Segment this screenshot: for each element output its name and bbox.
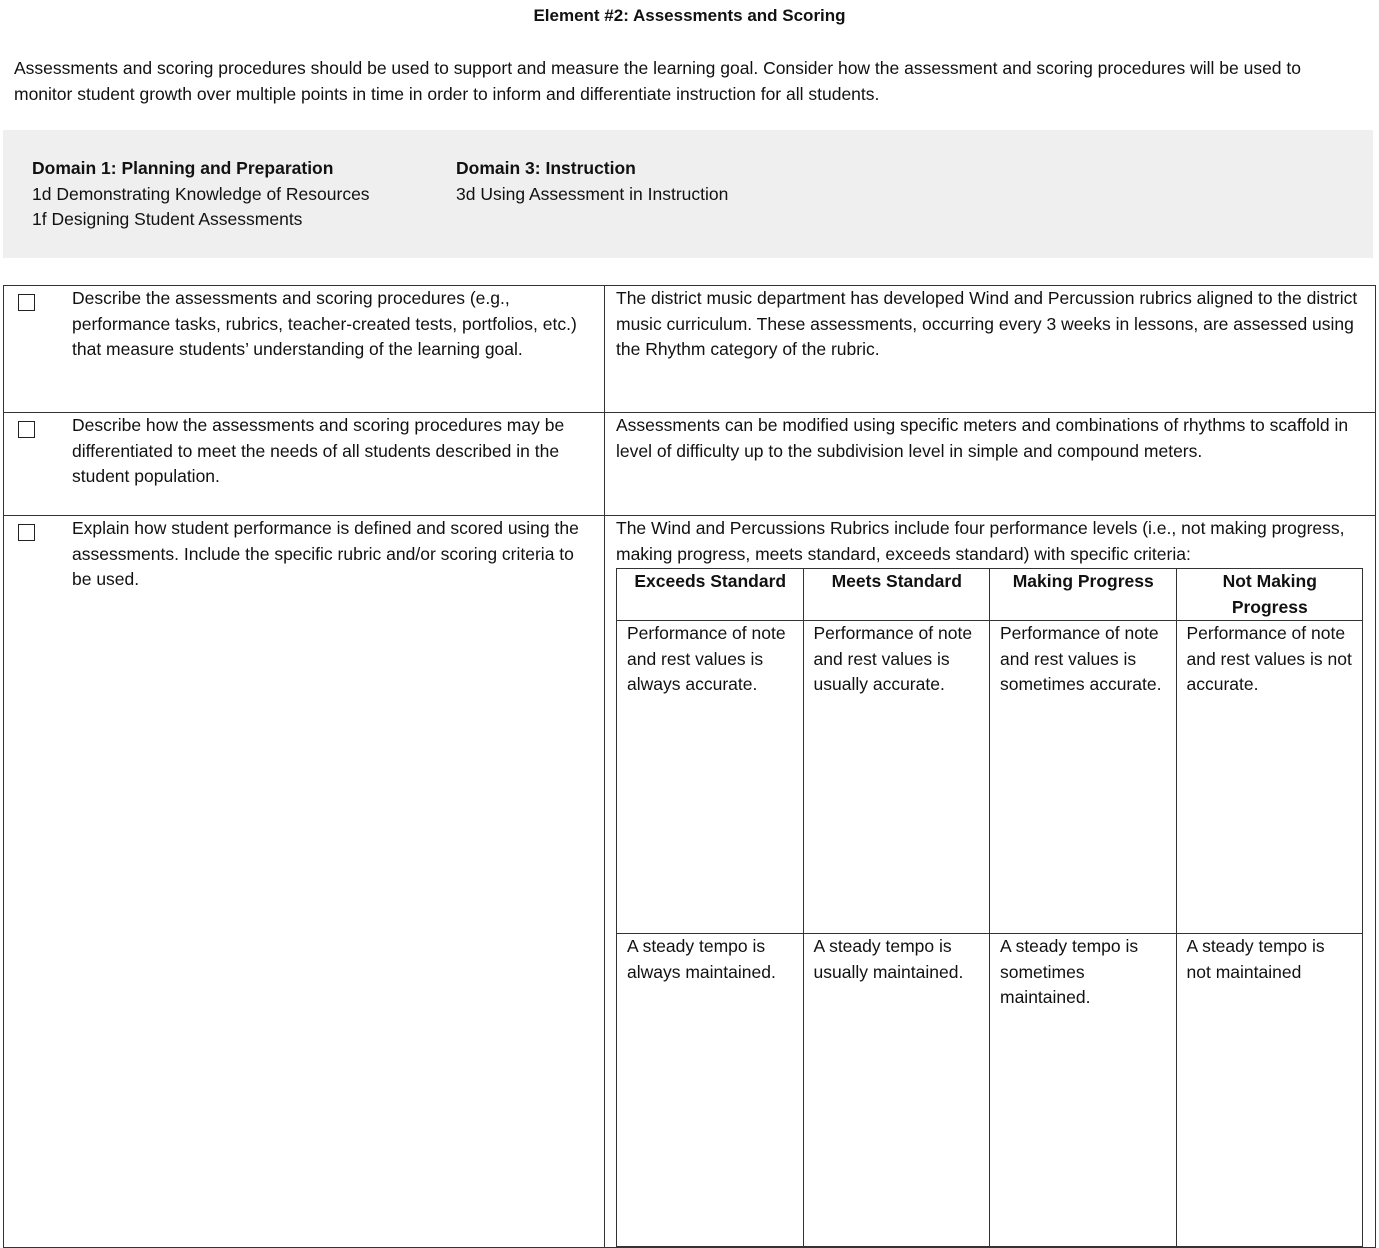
row-1-checkbox[interactable] — [18, 294, 35, 311]
domain-3-item: 3d Using Assessment in Instruction — [456, 183, 729, 204]
domain-1-heading: Domain 1: Planning and Preparation — [32, 158, 334, 178]
row-3-checkbox[interactable] — [18, 524, 35, 541]
rubric-table — [616, 568, 1363, 1247]
answer-cell — [605, 286, 1376, 413]
intro-paragraph: Assessments and scoring procedures should be used to support and measure the learning goal. Consider how the assessment and scoring procedures will be used to monitor student growth over multiple points in time in order to inform and differentiate instruction for all students. — [14, 58, 1301, 104]
answer-text: The Wind and Percussions Rubrics include four performance levels (i.e., not making progress, making progress, meets standard, exceeds standard) with specific criteria: — [616, 518, 1345, 564]
rubric-cell: A steady tempo is sometimes maintained. — [990, 934, 1177, 1247]
prompt-cell — [4, 516, 605, 1248]
answer-text: The district music department has developed Wind and Percussion rubrics aligned to the district music curriculum. These assessments, occurring every 3 weeks in lessons, are assessed using the Rhythm category of the rubric. — [616, 288, 1358, 359]
prompt-text: Describe how the assessments and scoring procedures may be differentiated to meet the needs of all students described in the student population. — [72, 415, 565, 486]
rubric-row — [617, 934, 1363, 1247]
domain-1-item: 1f Designing Student Assessments — [32, 209, 303, 229]
table-row — [4, 413, 1376, 516]
rubric-header-row — [617, 569, 1363, 621]
element-table — [3, 285, 1376, 1248]
domain-1-item: 1d Demonstrating Knowledge of Resources — [32, 183, 370, 204]
answer-cell — [605, 516, 1376, 1248]
rubric-cell: A steady tempo is not maintained — [1176, 934, 1363, 1247]
rubric-cell: Performance of note and rest values is sometimes accurate. — [990, 621, 1177, 934]
domain-1 — [32, 156, 370, 233]
prompt-text: Describe the assessments and scoring procedures (e.g., performance tasks, rubrics, teacher-created tests, portfolios, etc.) that measure students’ understanding of the learning goal. — [72, 288, 577, 359]
domain-3-heading: Domain 3: Instruction — [456, 158, 636, 178]
rubric-header: Making Progress — [990, 569, 1177, 621]
table-row — [4, 286, 1376, 413]
rubric-cell: A steady tempo is always maintained. — [617, 934, 804, 1247]
table-row — [4, 516, 1376, 1248]
rubric-row — [617, 621, 1363, 934]
prompt-cell — [4, 413, 605, 516]
rubric-header: Exceeds Standard — [617, 569, 804, 621]
rubric-header: Meets Standard — [803, 569, 990, 621]
answer-text: Assessments can be modified using specific meters and combinations of rhythms to scaffold in level of difficulty up to the subdivision level in simple and compound meters. — [616, 415, 1349, 461]
answer-cell — [605, 413, 1376, 516]
rubric-cell: Performance of note and rest values is usually accurate. — [803, 621, 990, 934]
rubric-cell: A steady tempo is usually maintained. — [803, 934, 990, 1247]
row-2-checkbox[interactable] — [18, 421, 35, 438]
rubric-cell: Performance of note and rest values is not accurate. — [1176, 621, 1363, 934]
domain-3 — [456, 156, 728, 207]
domain-box — [3, 130, 1373, 258]
prompt-text: Explain how student performance is defined and scored using the assessments. Include the specific rubric and/or scoring criteria to be used. — [72, 518, 579, 589]
rubric-cell: Performance of note and rest values is always accurate. — [617, 621, 804, 934]
page-title: Element #2: Assessments and Scoring — [533, 6, 846, 25]
rubric-header: Not Making Progress — [1176, 569, 1363, 621]
prompt-cell — [4, 286, 605, 413]
